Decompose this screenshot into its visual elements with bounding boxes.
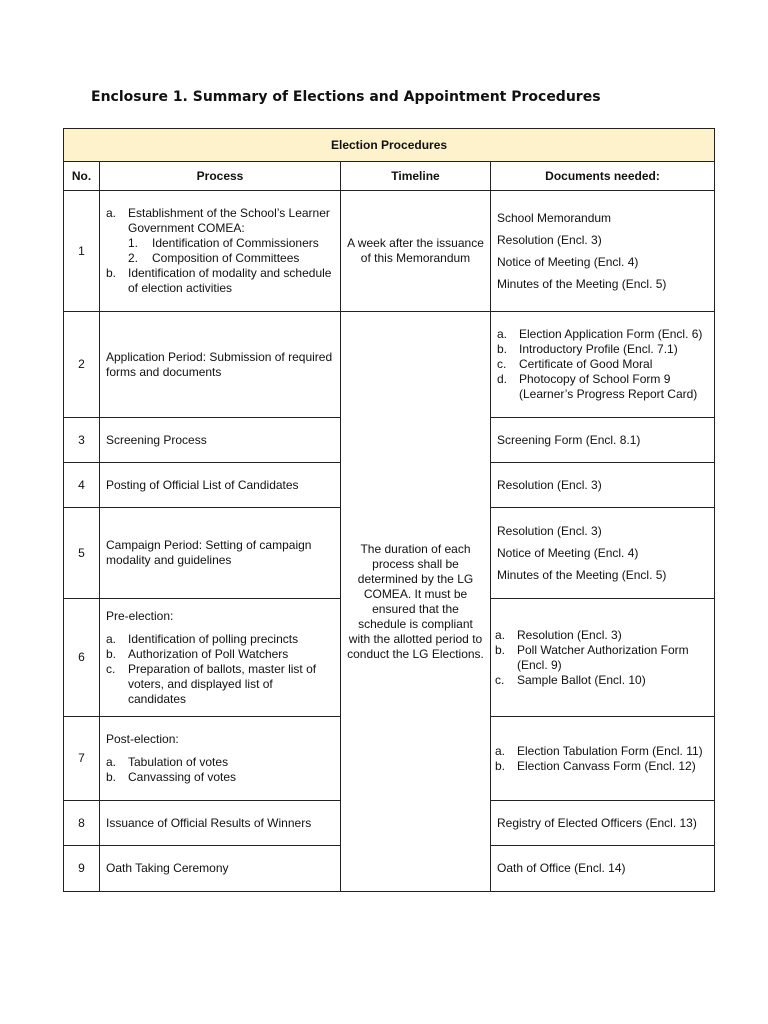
- document-line: School Memorandum: [497, 210, 612, 225]
- row-number: 2: [64, 312, 100, 418]
- section-header-row: [64, 129, 715, 162]
- table-row: [64, 312, 715, 418]
- process-cell: Application Period: Submission of required forms and documents: [100, 312, 341, 418]
- document-item: b. Introductory Profile (Encl. 7.1): [497, 342, 678, 356]
- documents-cell: [491, 599, 715, 717]
- documents-cell: Registry of Elected Officers (Encl. 13): [491, 801, 715, 846]
- process-item: a. Identification of polling precincts: [106, 631, 299, 646]
- process-cell: Oath Taking Ceremony: [100, 846, 341, 892]
- process-heading: Pre-election:: [106, 608, 174, 623]
- document-line: Resolution (Encl. 3): [497, 232, 602, 247]
- col-header-documents: Documents needed:: [491, 162, 715, 191]
- document-item: c. Sample Ballot (Encl. 10): [495, 672, 646, 687]
- document-item: a. Election Tabulation Form (Encl. 11): [495, 743, 703, 758]
- document-line: Resolution (Encl. 3): [497, 523, 602, 538]
- row-number: 3: [64, 418, 100, 463]
- document-item: b. Poll Watcher Authorization Form (Encl. 9): [495, 642, 689, 672]
- col-header-timeline: Timeline: [341, 162, 491, 191]
- row-number: 7: [64, 717, 100, 801]
- process-cell: [100, 599, 341, 717]
- documents-cell: [491, 191, 715, 312]
- process-subitem: 2. Composition of Committees: [128, 251, 300, 265]
- row-number: 1: [64, 191, 100, 312]
- process-cell: Issuance of Official Results of Winners: [100, 801, 341, 846]
- document-line: Notice of Meeting (Encl. 4): [497, 254, 639, 269]
- process-cell: [100, 191, 341, 312]
- timeline-cell: A week after the issuance of this Memorandum: [341, 191, 491, 312]
- row-number: 4: [64, 463, 100, 508]
- process-item: a. Establishment of the School’s Learner Government COMEA: 1. Identification of Commissioners 2. Composition of Committees: [106, 206, 334, 266]
- col-header-process: Process: [100, 162, 341, 191]
- election-procedures-table: [63, 128, 715, 892]
- col-header-no: No.: [64, 162, 100, 191]
- document-item: c. Certificate of Good Moral: [497, 357, 653, 371]
- document-item: a. Resolution (Encl. 3): [495, 627, 622, 642]
- documents-cell: [491, 508, 715, 599]
- process-heading: Post-election:: [106, 732, 179, 746]
- process-item: b. Identification of modality and schedule of election activities: [106, 266, 332, 295]
- row-number: 5: [64, 508, 100, 599]
- documents-cell: Oath of Office (Encl. 14): [491, 846, 715, 892]
- section-header: Election Procedures: [64, 129, 715, 162]
- documents-cell: Resolution (Encl. 3): [491, 463, 715, 508]
- column-header-row: [64, 162, 715, 191]
- process-item: b. Authorization of Poll Watchers: [106, 646, 289, 661]
- document-item: d. Photocopy of School Form 9 (Learner’s Progress Report Card): [497, 372, 698, 401]
- documents-cell: Screening Form (Encl. 8.1): [491, 418, 715, 463]
- row-number: 8: [64, 801, 100, 846]
- documents-cell: [491, 312, 715, 418]
- document-item: a. Election Application Form (Encl. 6): [497, 327, 703, 341]
- process-item: c. Preparation of ballots, master list of voters, and displayed list of candidates: [106, 661, 317, 706]
- process-cell: Posting of Official List of Candidates: [100, 463, 341, 508]
- document-line: Minutes of the Meeting (Encl. 5): [497, 567, 667, 582]
- table-row: [64, 191, 715, 312]
- process-subitem: 1. Identification of Commissioners: [128, 236, 319, 250]
- document-line: Notice of Meeting (Encl. 4): [497, 545, 639, 560]
- row-number: 9: [64, 846, 100, 892]
- document-item: b. Election Canvass Form (Encl. 12): [495, 758, 696, 773]
- document-line: Minutes of the Meeting (Encl. 5): [497, 276, 667, 291]
- process-item: a. Tabulation of votes: [106, 755, 229, 769]
- process-cell: Screening Process: [100, 418, 341, 463]
- process-cell: Campaign Period: Setting of campaign modality and guidelines: [100, 508, 341, 599]
- row-number: 6: [64, 599, 100, 717]
- documents-cell: [491, 717, 715, 801]
- process-item: b. Canvassing of votes: [106, 770, 237, 784]
- process-cell: [100, 717, 341, 801]
- document-title: Enclosure 1. Summary of Elections and Appointment Procedures: [91, 89, 601, 105]
- timeline-shared-cell: The duration of each process shall be determined by the LG COMEA. It must be ensured that the schedule is compliant with the allotted period to conduct the LG Elections.: [341, 312, 491, 892]
